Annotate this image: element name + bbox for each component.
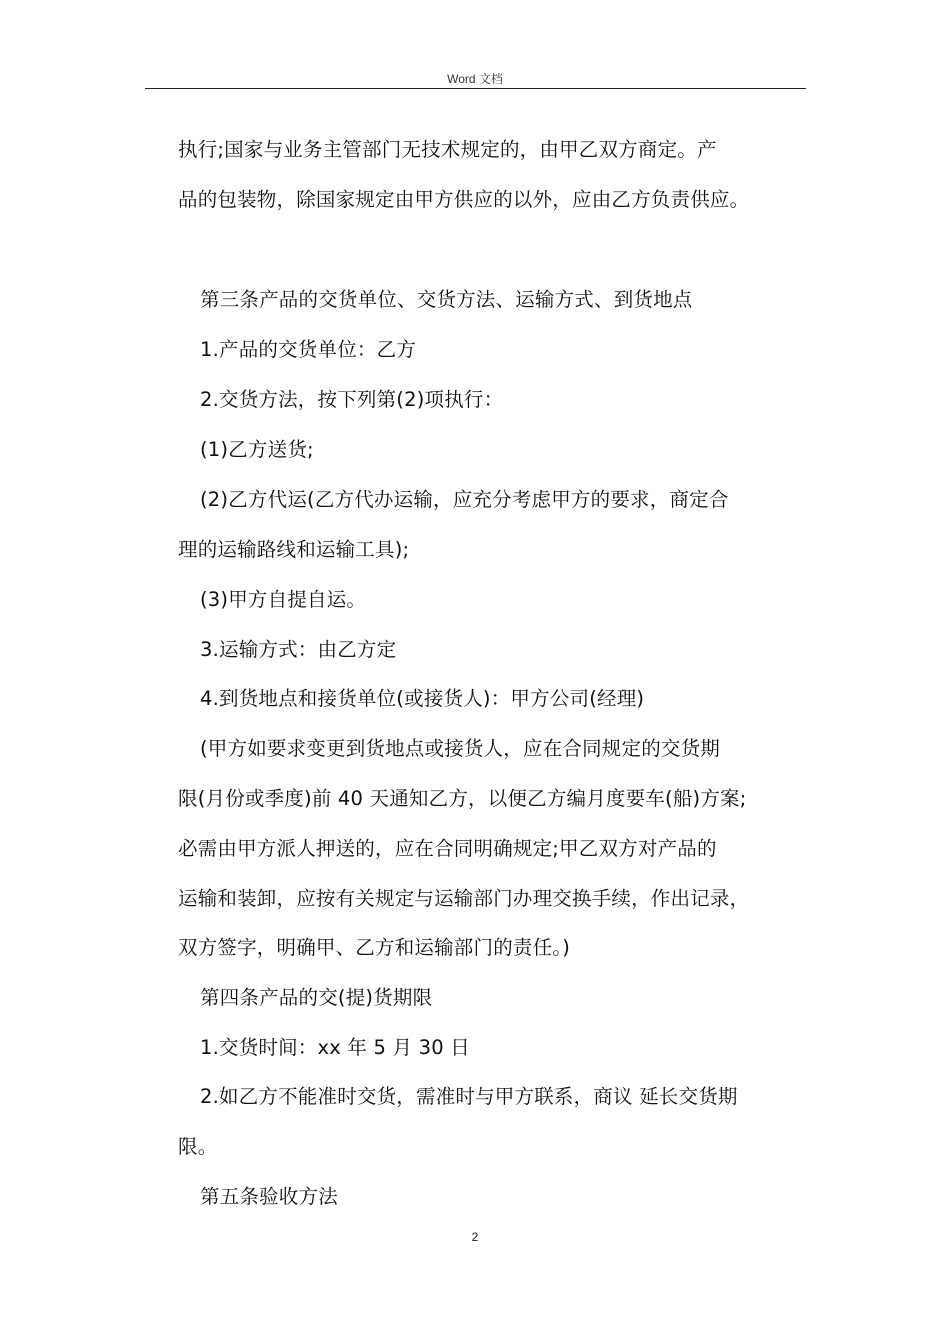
paragraph-line: 2.如乙方不能准时交货，需准时与甲方联系，商议 延长交货期 <box>200 1085 738 1108</box>
paragraph-line: 1.交货时间：xx 年 5 月 30 日 <box>200 1036 470 1059</box>
paragraph-line: 限。 <box>178 1135 218 1158</box>
paragraph-line: 4.到货地点和接货单位(或接货人)：甲方公司(经理) <box>200 687 645 710</box>
paragraph-line: (甲方如要求变更到货地点或接货人，应在合同规定的交货期 <box>200 737 721 760</box>
paragraph-line: (1)乙方送货; <box>200 438 314 461</box>
paragraph-line: 运输和装卸，应按有关规定与运输部门办理交换手续，作出记录， <box>178 887 750 910</box>
paragraph-line: 1.产品的交货单位：乙方 <box>200 338 417 361</box>
section-heading: 第五条验收方法 <box>200 1185 338 1208</box>
page-header-title: Word 文档 <box>447 72 503 86</box>
paragraph-line: 双方签字，明确甲、乙方和运输部门的责任。) <box>178 936 571 959</box>
paragraph-line: 2.交货方法，按下列第(2)项执行： <box>200 388 504 411</box>
header-divider <box>145 88 806 89</box>
paragraph-line: 品的包装物，除国家规定由甲方供应的以外，应由乙方负责供应。 <box>178 188 750 211</box>
paragraph-line: 理的运输路线和运输工具); <box>178 538 410 561</box>
paragraph-line: 3.运输方式：由乙方定 <box>200 638 397 661</box>
section-heading: 第四条产品的交(提)货期限 <box>200 986 433 1009</box>
page-number: 2 <box>471 1230 479 1244</box>
paragraph-line: (3)甲方自提自运。 <box>200 588 367 611</box>
paragraph-line: 执行;国家与业务主管部门无技术规定的，由甲乙双方商定。产 <box>178 138 717 161</box>
paragraph-line: 必需由甲方派人押送的，应在合同明确规定;甲乙双方对产品的 <box>178 837 717 860</box>
paragraph-line: 限(月份或季度)前 40 天通知乙方，以便乙方编月度要车(船)方案; <box>178 787 747 810</box>
section-heading: 第三条产品的交货单位、交货方法、运输方式、到货地点 <box>200 288 693 311</box>
paragraph-line: (2)乙方代运(乙方代办运输，应充分考虑甲方的要求，商定合 <box>200 488 729 511</box>
